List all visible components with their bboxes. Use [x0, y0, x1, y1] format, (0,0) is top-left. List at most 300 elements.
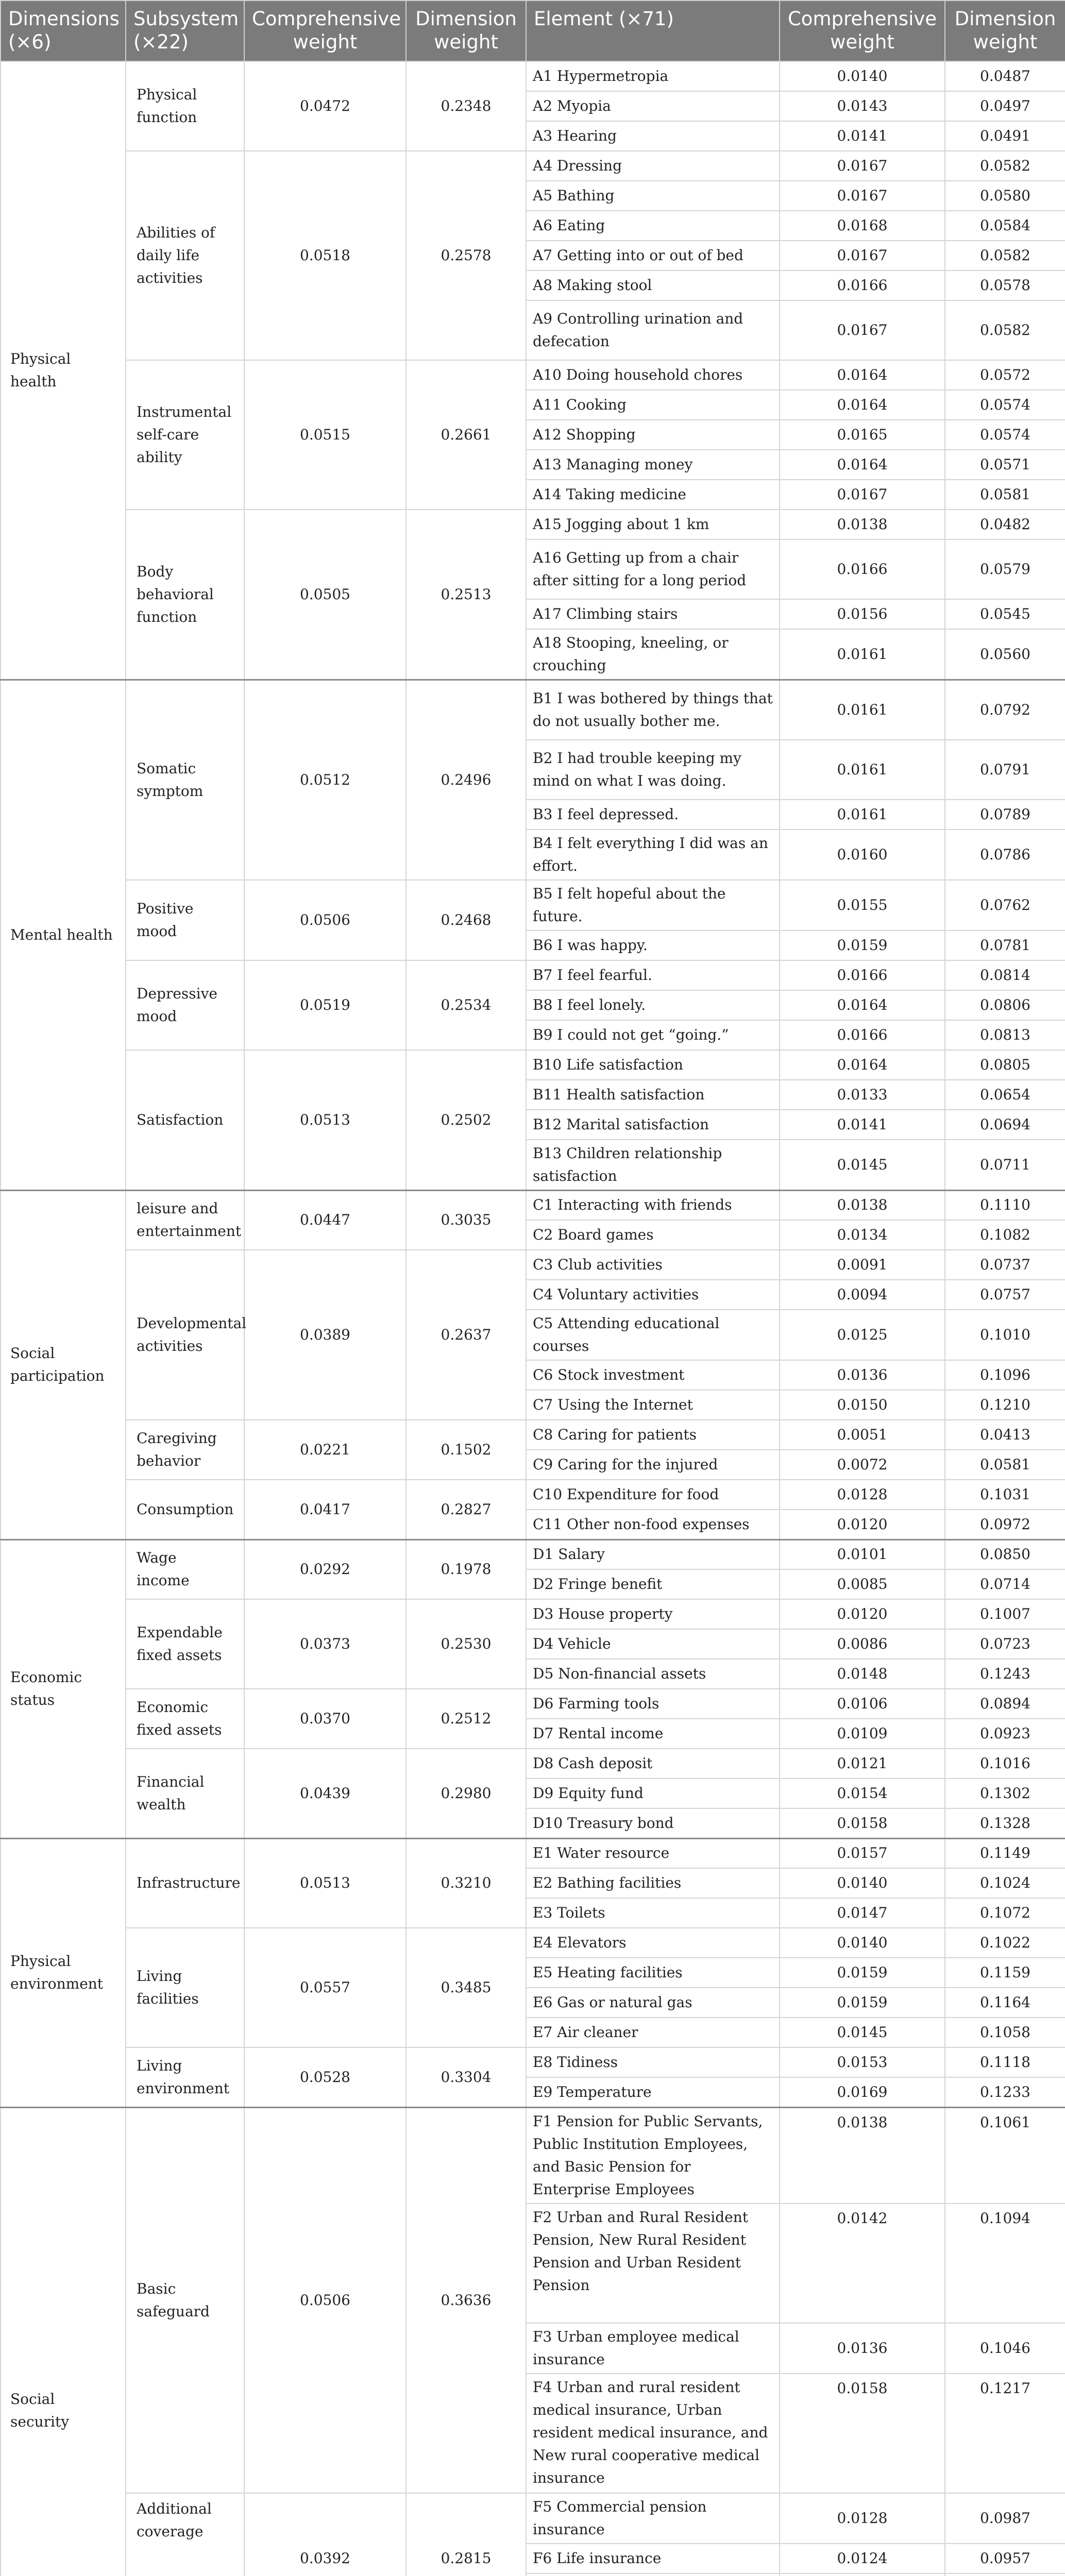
element-dimension-weight: 0.0806: [945, 990, 1065, 1020]
element-cell: A18 Stooping, kneeling, or crouching: [526, 629, 780, 680]
element-comprehensive-weight: 0.0167: [780, 300, 945, 360]
table-row: [1, 1420, 1065, 1450]
subsystem-comprehensive-weight: 0.0292: [244, 1539, 406, 1599]
element-dimension-weight: 0.0545: [945, 599, 1065, 629]
subsystem-comprehensive-weight: 0.0505: [244, 510, 406, 680]
table-row: [1, 2107, 1065, 2204]
element-dimension-weight: 0.1046: [945, 2323, 1065, 2374]
table-row: [1, 2047, 1065, 2077]
element-cell: E2 Bathing facilities: [526, 1868, 780, 1898]
element-dimension-weight: 0.0972: [945, 1510, 1065, 1539]
element-comprehensive-weight: 0.0120: [780, 1599, 945, 1629]
element-cell: C10 Expenditure for food: [526, 1480, 780, 1510]
element-comprehensive-weight: 0.0128: [780, 1480, 945, 1510]
element-cell: F3 Urban employee medical insurance: [526, 2323, 780, 2374]
element-dimension-weight: 0.0694: [945, 1110, 1065, 1140]
element-dimension-weight: 0.0578: [945, 270, 1065, 300]
subsystem-dimension-weight: 0.2815: [406, 2493, 526, 2576]
element-dimension-weight: 0.0781: [945, 930, 1065, 960]
element-comprehensive-weight: 0.0094: [780, 1280, 945, 1310]
element-cell: B3 I feel depressed.: [526, 800, 780, 829]
element-comprehensive-weight: 0.0133: [780, 1080, 945, 1110]
element-cell: A14 Taking medicine: [526, 480, 780, 510]
subsystem-comprehensive-weight: 0.0221: [244, 1420, 406, 1480]
element-dimension-weight: 0.0413: [945, 1420, 1065, 1450]
header-element-comprehensive-weight: Comprehensive weight: [780, 1, 945, 61]
element-comprehensive-weight: 0.0072: [780, 1450, 945, 1480]
element-dimension-weight: 0.1210: [945, 1390, 1065, 1420]
table-row: [1, 1480, 1065, 1510]
dimension-cell: Social security: [1, 2107, 126, 2576]
element-cell: A2 Myopia: [526, 91, 780, 121]
element-dimension-weight: 0.1243: [945, 1659, 1065, 1689]
element-comprehensive-weight: 0.0128: [780, 2493, 945, 2544]
subsystem-cell: Positive mood: [126, 880, 244, 960]
subsystem-dimension-weight: 0.2827: [406, 1480, 526, 1539]
subsystem-dimension-weight: 0.1502: [406, 1420, 526, 1480]
element-dimension-weight: 0.0987: [945, 2493, 1065, 2544]
element-comprehensive-weight: 0.0141: [780, 121, 945, 151]
element-dimension-weight: 0.1149: [945, 1838, 1065, 1868]
table-row: [1, 1250, 1065, 1280]
element-cell: A8 Making stool: [526, 270, 780, 300]
element-comprehensive-weight: 0.0158: [780, 1808, 945, 1838]
element-comprehensive-weight: 0.0134: [780, 1220, 945, 1250]
element-comprehensive-weight: 0.0166: [780, 539, 945, 599]
element-cell: A10 Doing household chores: [526, 360, 780, 390]
element-dimension-weight: 0.0805: [945, 1050, 1065, 1080]
subsystem-comprehensive-weight: 0.0512: [244, 680, 406, 880]
element-comprehensive-weight: 0.0121: [780, 1749, 945, 1778]
element-cell: A15 Jogging about 1 km: [526, 510, 780, 539]
element-dimension-weight: 0.0789: [945, 800, 1065, 829]
element-dimension-weight: 0.1159: [945, 1958, 1065, 1988]
table-row: [1, 1599, 1065, 1629]
element-comprehensive-weight: 0.0159: [780, 1958, 945, 1988]
element-cell: A9 Controlling urination and defecation: [526, 300, 780, 360]
element-cell: B12 Marital satisfaction: [526, 1110, 780, 1140]
element-cell: F6 Life insurance: [526, 2544, 780, 2573]
element-comprehensive-weight: 0.0164: [780, 390, 945, 420]
table-row: [1, 1838, 1065, 1868]
element-dimension-weight: 0.0487: [945, 61, 1065, 91]
table-row: [1, 61, 1065, 91]
element-dimension-weight: 0.0957: [945, 2544, 1065, 2573]
table-row: [1, 360, 1065, 390]
element-comprehensive-weight: 0.0085: [780, 1569, 945, 1599]
element-dimension-weight: 0.1302: [945, 1778, 1065, 1808]
element-cell: A7 Getting into or out of bed: [526, 241, 780, 270]
subsystem-comprehensive-weight: 0.0447: [244, 1190, 406, 1250]
header-subsystem: Subsystem (×22): [126, 1, 244, 61]
element-cell: C1 Interacting with friends: [526, 1190, 780, 1220]
subsystem-comprehensive-weight: 0.0506: [244, 2107, 406, 2493]
subsystem-cell: Wage income: [126, 1539, 244, 1599]
element-comprehensive-weight: 0.0109: [780, 1719, 945, 1749]
element-dimension-weight: 0.1082: [945, 1220, 1065, 1250]
table-row: [1, 1050, 1065, 1080]
table-row: [1, 1689, 1065, 1719]
subsystem-cell: Economic fixed assets: [126, 1689, 244, 1749]
element-cell: D4 Vehicle: [526, 1629, 780, 1659]
subsystem-cell: Consumption: [126, 1480, 244, 1539]
element-comprehensive-weight: 0.0161: [780, 800, 945, 829]
element-dimension-weight: 0.1058: [945, 2018, 1065, 2047]
element-comprehensive-weight: 0.0140: [780, 61, 945, 91]
element-cell: B1 I was bothered by things that do not usually bother me.: [526, 680, 780, 740]
element-comprehensive-weight: 0.0161: [780, 680, 945, 740]
element-cell: A16 Getting up from a chair after sitting for a long period: [526, 539, 780, 599]
element-cell: E6 Gas or natural gas: [526, 1988, 780, 2018]
element-cell: B9 I could not get “going.”: [526, 1020, 780, 1050]
element-dimension-weight: 0.1094: [945, 2204, 1065, 2323]
subsystem-dimension-weight: 0.2348: [406, 61, 526, 151]
element-dimension-weight: 0.1061: [945, 2107, 1065, 2204]
element-comprehensive-weight: 0.0164: [780, 360, 945, 390]
element-dimension-weight: 0.0572: [945, 360, 1065, 390]
element-cell: C6 Stock investment: [526, 1360, 780, 1390]
subsystem-comprehensive-weight: 0.0519: [244, 960, 406, 1050]
subsystem-dimension-weight: 0.2661: [406, 360, 526, 510]
element-comprehensive-weight: 0.0165: [780, 420, 945, 450]
element-cell: A4 Dressing: [526, 151, 780, 181]
subsystem-dimension-weight: 0.2637: [406, 1250, 526, 1420]
element-comprehensive-weight: 0.0167: [780, 151, 945, 181]
element-cell: A13 Managing money: [526, 450, 780, 480]
element-dimension-weight: 0.0580: [945, 181, 1065, 211]
element-comprehensive-weight: 0.0136: [780, 2323, 945, 2374]
subsystem-comprehensive-weight: 0.0472: [244, 61, 406, 151]
element-cell: F2 Urban and Rural Resident Pension, New Rural Resident Pension and Urban Resident Pension: [526, 2204, 780, 2323]
dimension-cell: Physical health: [1, 61, 126, 680]
element-dimension-weight: 0.0560: [945, 629, 1065, 680]
subsystem-cell: Caregiving behavior: [126, 1420, 244, 1480]
element-dimension-weight: 0.0813: [945, 1020, 1065, 1050]
subsystem-cell: Developmental activities: [126, 1250, 244, 1420]
element-dimension-weight: 0.0574: [945, 390, 1065, 420]
subsystem-dimension-weight: 0.2530: [406, 1599, 526, 1689]
element-dimension-weight: 0.0791: [945, 740, 1065, 800]
table-row: [1, 960, 1065, 990]
subsystem-cell: Basic safeguard: [126, 2107, 244, 2493]
element-dimension-weight: 0.0581: [945, 1450, 1065, 1480]
element-dimension-weight: 0.0581: [945, 480, 1065, 510]
element-dimension-weight: 0.0814: [945, 960, 1065, 990]
subsystem-cell: Additional coverage: [126, 2493, 244, 2576]
element-dimension-weight: 0.1031: [945, 1480, 1065, 1510]
element-cell: C8 Caring for patients: [526, 1420, 780, 1450]
table-row: [1, 1749, 1065, 1778]
table-row: [1, 680, 1065, 740]
element-comprehensive-weight: 0.0153: [780, 2047, 945, 2077]
subsystem-cell: Financial wealth: [126, 1749, 244, 1838]
element-comprehensive-weight: 0.0166: [780, 270, 945, 300]
table-row: [1, 1928, 1065, 1958]
element-cell: D10 Treasury bond: [526, 1808, 780, 1838]
element-comprehensive-weight: 0.0164: [780, 1050, 945, 1080]
element-comprehensive-weight: 0.0167: [780, 241, 945, 270]
element-dimension-weight: 0.1007: [945, 1599, 1065, 1629]
element-cell: D1 Salary: [526, 1539, 780, 1569]
element-cell: A6 Eating: [526, 211, 780, 241]
element-cell: B2 I had trouble keeping my mind on what I was doing.: [526, 740, 780, 800]
element-comprehensive-weight: 0.0169: [780, 2077, 945, 2107]
element-comprehensive-weight: 0.0051: [780, 1420, 945, 1450]
subsystem-dimension-weight: 0.2980: [406, 1749, 526, 1838]
element-cell: C2 Board games: [526, 1220, 780, 1250]
element-comprehensive-weight: 0.0143: [780, 91, 945, 121]
element-dimension-weight: 0.0654: [945, 1080, 1065, 1110]
subsystem-dimension-weight: 0.3304: [406, 2047, 526, 2107]
subsystem-comprehensive-weight: 0.0389: [244, 1250, 406, 1420]
table-row: [1, 1190, 1065, 1220]
subsystem-dimension-weight: 0.2496: [406, 680, 526, 880]
element-cell: A17 Climbing stairs: [526, 599, 780, 629]
subsystem-cell: leisure and entertainment: [126, 1190, 244, 1250]
element-dimension-weight: 0.1096: [945, 1360, 1065, 1390]
element-dimension-weight: 0.0571: [945, 450, 1065, 480]
element-cell: B4 I felt everything I did was an effort.: [526, 829, 780, 880]
subsystem-comprehensive-weight: 0.0557: [244, 1928, 406, 2047]
element-comprehensive-weight: 0.0155: [780, 880, 945, 930]
dimension-cell: Economic status: [1, 1539, 126, 1838]
element-comprehensive-weight: 0.0167: [780, 480, 945, 510]
element-comprehensive-weight: 0.0101: [780, 1539, 945, 1569]
element-cell: B5 I felt hopeful about the future.: [526, 880, 780, 930]
element-comprehensive-weight: 0.0136: [780, 1360, 945, 1390]
element-cell: C7 Using the Internet: [526, 1390, 780, 1420]
element-dimension-weight: [945, 2573, 1065, 2576]
element-dimension-weight: 0.0497: [945, 91, 1065, 121]
subsystem-comprehensive-weight: 0.0417: [244, 1480, 406, 1539]
dimension-cell: Physical environment: [1, 1838, 126, 2107]
element-comprehensive-weight: 0.0125: [780, 1310, 945, 1360]
subsystem-comprehensive-weight: 0.0506: [244, 880, 406, 960]
element-dimension-weight: 0.0711: [945, 1140, 1065, 1191]
element-comprehensive-weight: 0.0164: [780, 450, 945, 480]
element-comprehensive-weight: [780, 2573, 945, 2576]
subsystem-cell: Depressive mood: [126, 960, 244, 1050]
element-comprehensive-weight: 0.0138: [780, 2107, 945, 2204]
subsystem-dimension-weight: 0.3485: [406, 1928, 526, 2047]
element-comprehensive-weight: 0.0157: [780, 1838, 945, 1868]
subsystem-dimension-weight: 0.2534: [406, 960, 526, 1050]
element-cell: C3 Club activities: [526, 1250, 780, 1280]
element-cell: B7 I feel fearful.: [526, 960, 780, 990]
element-dimension-weight: 0.1010: [945, 1310, 1065, 1360]
element-comprehensive-weight: 0.0166: [780, 960, 945, 990]
table-row: [1, 510, 1065, 539]
element-dimension-weight: 0.0762: [945, 880, 1065, 930]
table-body: [1, 61, 1065, 2576]
header-dimensions: Dimensions (×6): [1, 1, 126, 61]
dimension-cell: Social participation: [1, 1190, 126, 1539]
element-cell: C4 Voluntary activities: [526, 1280, 780, 1310]
subsystem-cell: Satisfaction: [126, 1050, 244, 1191]
element-comprehensive-weight: 0.0161: [780, 740, 945, 800]
element-comprehensive-weight: 0.0148: [780, 1659, 945, 1689]
element-comprehensive-weight: 0.0140: [780, 1928, 945, 1958]
subsystem-cell: Somatic symptom: [126, 680, 244, 880]
element-dimension-weight: 0.0786: [945, 829, 1065, 880]
element-comprehensive-weight: 0.0150: [780, 1390, 945, 1420]
element-comprehensive-weight: 0.0145: [780, 2018, 945, 2047]
element-comprehensive-weight: 0.0138: [780, 1190, 945, 1220]
element-dimension-weight: 0.0850: [945, 1539, 1065, 1569]
element-comprehensive-weight: 0.0168: [780, 211, 945, 241]
element-comprehensive-weight: 0.0166: [780, 1020, 945, 1050]
subsystem-comprehensive-weight: 0.0513: [244, 1050, 406, 1191]
element-comprehensive-weight: 0.0167: [780, 181, 945, 211]
element-cell: B11 Health satisfaction: [526, 1080, 780, 1110]
subsystem-comprehensive-weight: 0.0373: [244, 1599, 406, 1689]
element-dimension-weight: 0.1110: [945, 1190, 1065, 1220]
element-cell: F1 Pension for Public Servants, Public Institution Employees, and Basic Pension for Enterprise Employees: [526, 2107, 780, 2204]
element-comprehensive-weight: 0.0091: [780, 1250, 945, 1280]
element-cell: B6 I was happy.: [526, 930, 780, 960]
subsystem-cell: Expendable fixed assets: [126, 1599, 244, 1689]
element-comprehensive-weight: 0.0141: [780, 1110, 945, 1140]
element-dimension-weight: 0.0579: [945, 539, 1065, 599]
element-cell: E4 Elevators: [526, 1928, 780, 1958]
subsystem-comprehensive-weight: 0.0518: [244, 151, 406, 360]
subsystem-cell: Body behavioral function: [126, 510, 244, 680]
header-row: [1, 1, 1065, 61]
element-cell: E9 Temperature: [526, 2077, 780, 2107]
element-dimension-weight: 0.1072: [945, 1898, 1065, 1928]
subsystem-cell: Living facilities: [126, 1928, 244, 2047]
table-row: [1, 1539, 1065, 1569]
element-dimension-weight: 0.0574: [945, 420, 1065, 450]
element-comprehensive-weight: 0.0159: [780, 930, 945, 960]
subsystem-dimension-weight: 0.2502: [406, 1050, 526, 1191]
element-cell: E1 Water resource: [526, 1838, 780, 1868]
element-dimension-weight: 0.0723: [945, 1629, 1065, 1659]
element-comprehensive-weight: 0.0158: [780, 2374, 945, 2493]
element-dimension-weight: 0.0582: [945, 241, 1065, 270]
dimension-cell: Mental health: [1, 680, 126, 1191]
element-cell: A1 Hypermetropia: [526, 61, 780, 91]
element-cell: B8 I feel lonely.: [526, 990, 780, 1020]
element-dimension-weight: 0.0482: [945, 510, 1065, 539]
element-cell: B13 Children relationship satisfaction: [526, 1140, 780, 1191]
element-comprehensive-weight: 0.0156: [780, 599, 945, 629]
element-comprehensive-weight: 0.0154: [780, 1778, 945, 1808]
element-comprehensive-weight: 0.0124: [780, 2544, 945, 2573]
subsystem-dimension-weight: 0.1978: [406, 1539, 526, 1599]
table-row: [1, 880, 1065, 930]
element-dimension-weight: 0.1328: [945, 1808, 1065, 1838]
element-cell: E7 Air cleaner: [526, 2018, 780, 2047]
element-comprehensive-weight: 0.0160: [780, 829, 945, 880]
element-dimension-weight: 0.1217: [945, 2374, 1065, 2493]
element-cell: A5 Bathing: [526, 181, 780, 211]
element-comprehensive-weight: 0.0106: [780, 1689, 945, 1719]
element-comprehensive-weight: 0.0140: [780, 1868, 945, 1898]
element-comprehensive-weight: 0.0147: [780, 1898, 945, 1928]
element-cell: D3 House property: [526, 1599, 780, 1629]
element-cell: A12 Shopping: [526, 420, 780, 450]
element-cell: D9 Equity fund: [526, 1778, 780, 1808]
element-dimension-weight: 0.0757: [945, 1280, 1065, 1310]
element-dimension-weight: 0.1024: [945, 1868, 1065, 1898]
element-dimension-weight: 0.0584: [945, 211, 1065, 241]
subsystem-comprehensive-weight: 0.0528: [244, 2047, 406, 2107]
element-comprehensive-weight: 0.0138: [780, 510, 945, 539]
subsystem-dimension-weight: 0.2513: [406, 510, 526, 680]
element-dimension-weight: 0.0714: [945, 1569, 1065, 1599]
element-cell: C5 Attending educational courses: [526, 1310, 780, 1360]
element-cell: D8 Cash deposit: [526, 1749, 780, 1778]
subsystem-cell: Infrastructure: [126, 1838, 244, 1928]
element-comprehensive-weight: 0.0142: [780, 2204, 945, 2323]
subsystem-dimension-weight: 0.2468: [406, 880, 526, 960]
element-comprehensive-weight: 0.0145: [780, 1140, 945, 1191]
subsystem-comprehensive-weight: 0.0439: [244, 1749, 406, 1838]
element-cell: E8 Tidiness: [526, 2047, 780, 2077]
header-element-dimension-weight: Dimension weight: [945, 1, 1065, 61]
subsystem-comprehensive-weight: 0.0392: [244, 2493, 406, 2576]
element-comprehensive-weight: 0.0161: [780, 629, 945, 680]
element-comprehensive-weight: 0.0086: [780, 1629, 945, 1659]
subsystem-cell: Instrumental self-care ability: [126, 360, 244, 510]
element-cell: E3 Toilets: [526, 1898, 780, 1928]
element-cell: A3 Hearing: [526, 121, 780, 151]
header-element: Element (×71): [526, 1, 780, 61]
header-dimension-weight: Dimension weight: [406, 1, 526, 61]
element-comprehensive-weight: 0.0159: [780, 1988, 945, 2018]
element-comprehensive-weight: 0.0164: [780, 990, 945, 1020]
table-row: [1, 151, 1065, 181]
element-dimension-weight: 0.1233: [945, 2077, 1065, 2107]
subsystem-dimension-weight: 0.3210: [406, 1838, 526, 1928]
subsystem-cell: Physical function: [126, 61, 244, 151]
element-dimension-weight: 0.0582: [945, 151, 1065, 181]
element-dimension-weight: 0.0894: [945, 1689, 1065, 1719]
table-row: [1, 2493, 1065, 2544]
header-comprehensive-weight: Comprehensive weight: [244, 1, 406, 61]
element-cell: D5 Non-financial assets: [526, 1659, 780, 1689]
element-dimension-weight: 0.0582: [945, 300, 1065, 360]
subsystem-cell: Living environment: [126, 2047, 244, 2107]
subsystem-cell: Abilities of daily life activities: [126, 151, 244, 360]
subsystem-comprehensive-weight: 0.0515: [244, 360, 406, 510]
element-dimension-weight: 0.0491: [945, 121, 1065, 151]
element-dimension-weight: 0.1016: [945, 1749, 1065, 1778]
subsystem-comprehensive-weight: 0.0370: [244, 1689, 406, 1749]
subsystem-comprehensive-weight: 0.0513: [244, 1838, 406, 1928]
element-dimension-weight: 0.0737: [945, 1250, 1065, 1280]
element-dimension-weight: 0.1118: [945, 2047, 1065, 2077]
subsystem-dimension-weight: 0.3035: [406, 1190, 526, 1250]
element-cell: D6 Farming tools: [526, 1689, 780, 1719]
subsystem-dimension-weight: 0.2578: [406, 151, 526, 360]
element-comprehensive-weight: 0.0120: [780, 1510, 945, 1539]
subsystem-dimension-weight: 0.3636: [406, 2107, 526, 2493]
element-cell: [526, 2573, 780, 2576]
element-cell: C11 Other non-food expenses: [526, 1510, 780, 1539]
element-dimension-weight: 0.1164: [945, 1988, 1065, 2018]
subsystem-dimension-weight: 0.2512: [406, 1689, 526, 1749]
element-cell: F4 Urban and rural resident medical insurance, Urban resident medical insurance, and New rural cooperative medical insurance: [526, 2374, 780, 2493]
element-dimension-weight: 0.0792: [945, 680, 1065, 740]
element-cell: D2 Fringe benefit: [526, 1569, 780, 1599]
element-cell: E5 Heating facilities: [526, 1958, 780, 1988]
element-cell: A11 Cooking: [526, 390, 780, 420]
element-dimension-weight: 0.0923: [945, 1719, 1065, 1749]
element-cell: F5 Commercial pension insurance: [526, 2493, 780, 2544]
element-cell: B10 Life satisfaction: [526, 1050, 780, 1080]
